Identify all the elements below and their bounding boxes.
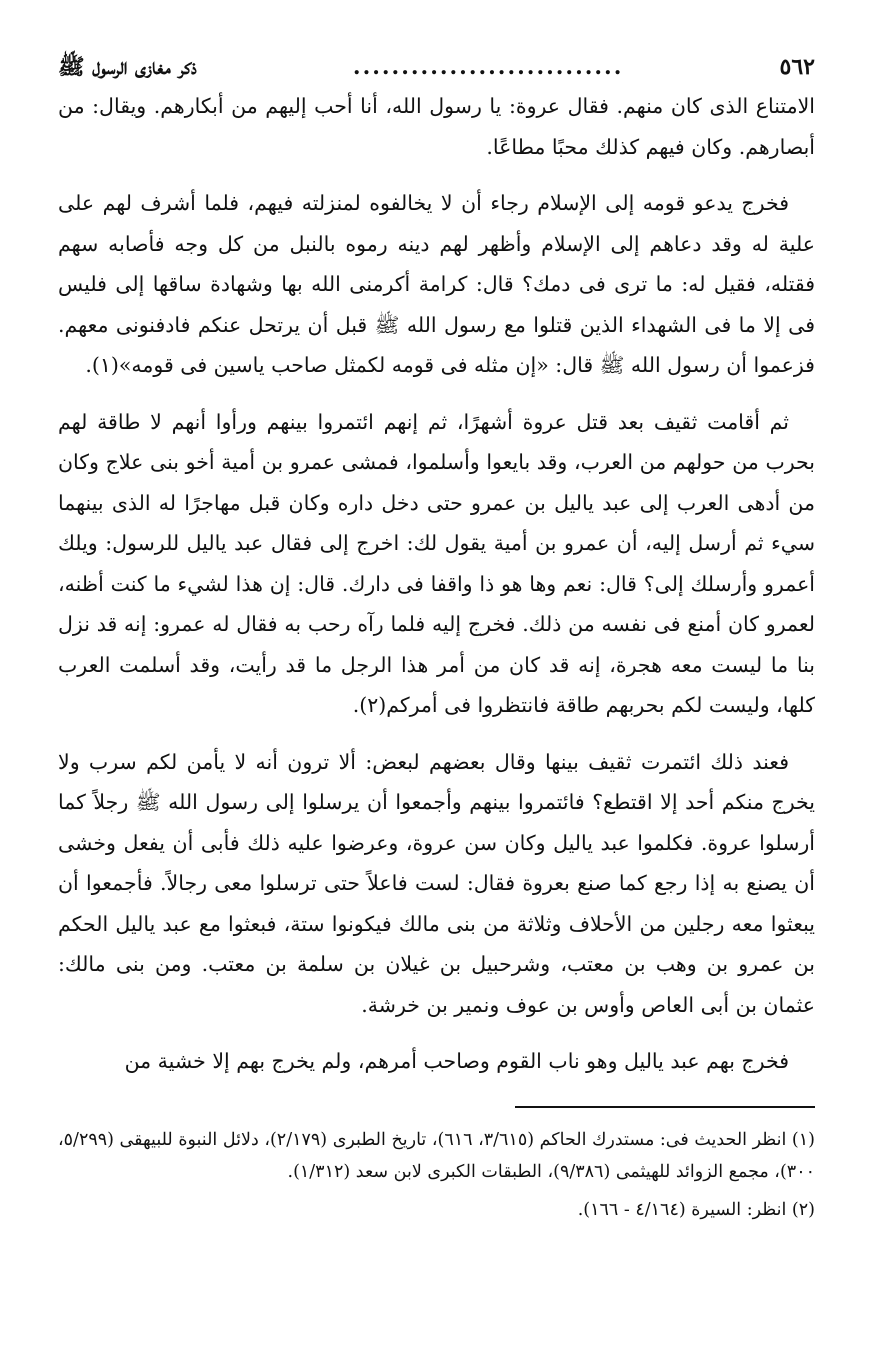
paragraph: فخرج يدعو قومه إلى الإسلام رجاء أن لا يخالفوه لمنزلته فيهم، فلما أشرف لهم على علية له وقد دعاهم إلى الإسلام وأظهر لهم دينه رموه بالنبل من كل وجه فأصابه سهم فقتله، فقيل له: ما ترى فى دمك؟ قال: كرامة أكرمنى الله بها وشهادة ساقها إلى فليس فى إلا ما فى الشهداء الذين قتلوا مع رسول الله ﷺ قبل أن يرتحل عنكم فادفنونى معهم. فزعموا أن رسول الله ﷺ قال: «إن مثله فى قومه لكمثل صاحب ياسين فى قومه»(١).: [58, 191, 815, 377]
page-header: [58, 50, 815, 86]
header-leader-dots: ............................: [352, 54, 624, 80]
footnote: (٢) انظر: السيرة (٤/١٦٤ - ١٦٦).: [577, 1199, 815, 1220]
running-title: ذكر مغازى الرسول ﷺ: [58, 54, 197, 80]
page-number: ٥٦٢: [779, 54, 815, 80]
paragraph: فخرج بهم عبد ياليل وهو ناب القوم وصاحب أمرهم، ولم يخرج بهم إلا خشية من: [124, 1049, 789, 1073]
paragraph: فعند ذلك ائتمرت ثقيف بينها وقال بعضهم لبعض: ألا ترون أنه لا يأمن لكم سرب ولا يخرج منكم أحد إلا اقتطع؟ فائتمروا بينهم وأجمعوا أن يرسلوا إلى رسول الله ﷺ رجلاً كما أرسلوا عروة. فكلموا عبد ياليل وكان سن عروة، وعرضوا عليه ذلك فأبى أن يفعل وخشى أن يصنع به إذا رجع كما صنع بعروة فقال: لست فاعلاً حتى ترسلوا معى رجالاً. فأجمعوا أن يبعثوا معه رجلين من الأحلاف وثلاثة من بنى مالك فيكونوا ستة، فبعثوا مع عبد ياليل الحكم بن عمرو بن وهب بن معتب، وشرحبيل بن غيلان بن سلمة بن معتب. ومن بنى مالك: عثمان بن أبى العاص وأوس بن عوف ونمير بن خرشة.: [58, 749, 815, 1017]
footnote: (١) انظر الحديث فى: مستدرك الحاكم (٣/٦١٥، ٦١٦)، تاريخ الطبرى (٢/١٧٩)، دلائل النبوة للبيهقى (٥/٢٩٩، ٣٠٠)، مجمع الزوائد للهيثمى (٩/٣٨٦)، الطبقات الكبرى لابن سعد (١/٣١٢).: [58, 1129, 815, 1182]
footnote-separator: [515, 1106, 815, 1108]
main-text: [58, 86, 815, 1082]
paragraph: ثم أقامت ثقيف بعد قتل عروة أشهرًا، ثم إنهم ائتمروا بينهم ورأوا أنهم لا طاقة لهم بحرب من حولهم من العرب، وقد بايعوا وأسلموا، فمشى عمرو بن أمية أخو بنى علاج وكان من أدهى العرب إلى عبد ياليل بن عمرو حتى دخل داره وكان قبل مهاجرًا له الذى بينهما سيء ثم أرسل إليه، أن عمرو بن أمية يقول لك: اخرج إلى فقال عبد ياليل للرسول: ويلك أعمرو وأرسلك إلى؟ قال: نعم وها هو ذا واقفا فى دارك. قال: إن هذا لشيء ما كنت أظنه، لعمرو كان أمنع فى نفسه من ذلك. فخرج إليه فلما رآه رحب به فقال له عمرو: إنه قد نزل بنا ما ليست معه هجرة، إنه قد كان من أمر هذا الرجل ما قد رأيت، وقد أسلمت العرب كلها، وليست لكم بحربهم طاقة فانتظروا فى أمركم(٢).: [58, 409, 815, 717]
paragraph: الامتناع الذى كان منهم. فقال عروة: يا رسول الله، أنا أحب إليهم من أبكارهم. ويقال: من أبصارهم. وكان فيهم كذلك محبًا مطاعًا.: [58, 94, 815, 159]
footnotes: [58, 1124, 815, 1226]
